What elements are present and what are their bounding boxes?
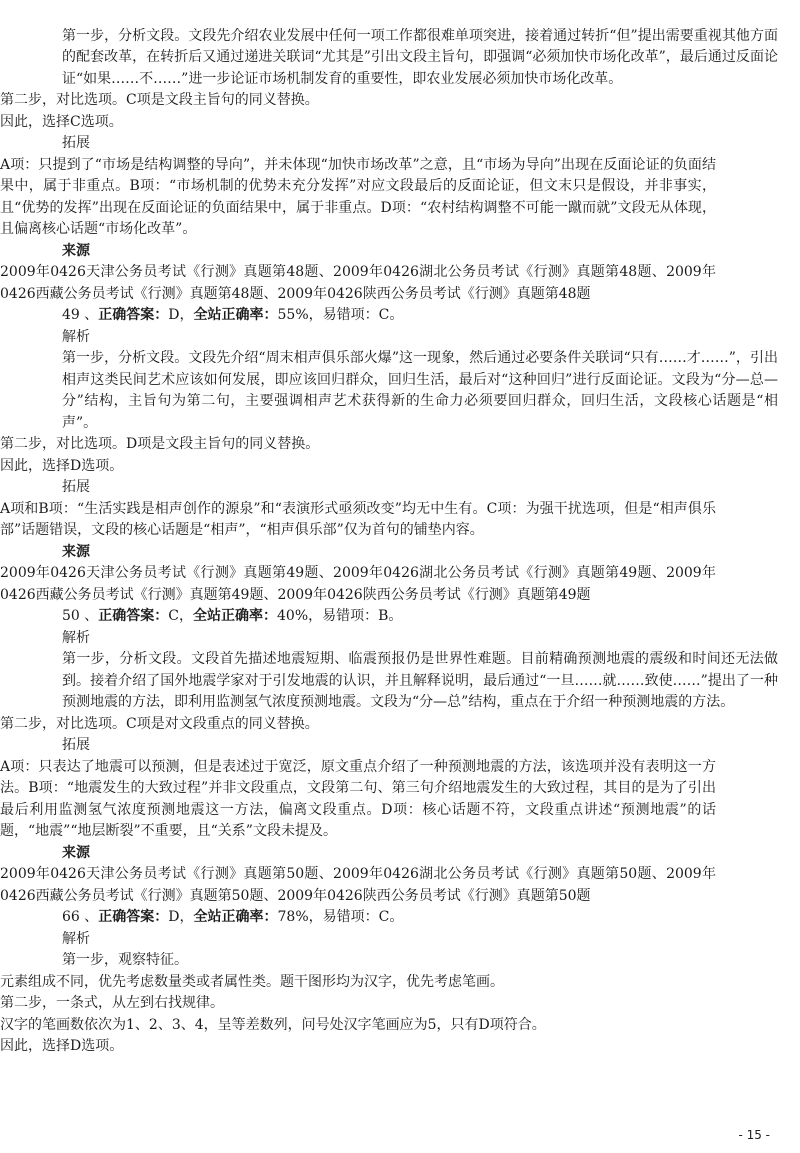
paragraph-analysis-50: 第一步，分析文段。文段首先描述地震短期、临震预报仍是世界性难题。目前精确预测地震的震级和时间还无法做到。接着介绍了国外地震学家对于引发地震的认识，并且解释说明，最后通过“一旦……就……致使……”提出了一种预测地震的方法，即利用监测氢气浓度预测地震。文段为“分—总”结构，重点在于介绍一种预测地震的方法。 (62, 651, 778, 710)
heading-source-50: 来源 (62, 844, 90, 861)
label-expand-50: 拓展 (62, 737, 90, 753)
paragraph-analysis-48 (62, 4, 778, 90)
rate-label: 全站正确率： (193, 909, 278, 925)
paragraph-step2-66: 第二步，一条式，从左到右找规律。 (0, 995, 224, 1011)
heading-source-49: 来源 (62, 543, 90, 560)
indent-text: 第一步，分析文段。文段先介绍农业发展中任何一项工作都很难单项突进，接着通过转折“但”提出需要重视其他方面的配套改革，在转折后又通过递进关联词“尤其是”引出文段主旨句，即强调“必须加快市场化改革”，最后通过反面论证“如果……不……”进一步论证市场机制发育的重要性，即农业发展必须加快市场化改革。 (62, 27, 778, 87)
separator: 、 (84, 307, 99, 323)
wrong-option: ，易错项：C。 (308, 307, 404, 323)
answer-line-50 (62, 606, 778, 628)
paragraph-features-66: 元素组成不同，优先考虑数量类或者属性类。题干图形均为汉字，优先考虑笔画。 (0, 973, 504, 990)
label-analysis-50: 解析 (62, 629, 90, 646)
rate-value: 40% (277, 608, 309, 624)
paragraph-step2-48: 第二步，对比选项。C项是文段主旨句的同义替换。 (0, 92, 319, 108)
answer-line-49 (62, 305, 778, 327)
rate-value: 55% (277, 307, 309, 323)
label-analysis-49: 解析 (62, 328, 90, 345)
document-body (0, 4, 778, 1058)
label-step1-66: 第一步，观察特征。 (62, 952, 188, 968)
page-number: - 15 - (738, 1128, 770, 1142)
rate-value: 78% (277, 909, 309, 925)
paragraph-expand-50: A项：只表达了地震可以预测，但是表述过于宽泛，原文重点介绍了一种预测地震的方法，该选项并没有表明这一方法。B项：“地震发生的大致过程”并非文段重点，文段第二句、第三句介绍地震发生的大致过程，其目的是为了引出最后利用监测氢气浓度预测地震这一方法，偏离文段重点。D项：核心话题不符，文段重点讲述“预测地震”的话题，“地震”“地层断裂”不重要，且“关系”文段未提及。 (0, 758, 716, 839)
paragraph-analysis-49: 第一步，分析文段。文段先介绍“周末相声俱乐部火爆”这一现象，然后通过必要条件关联词“只有……才……”，引出相声这类民间艺术应该如何发展，即应该回归群众，回归生活，最后对“这种回归”进行反面论证。文段为“分—总—分”结构，主旨句为第二句，主要强调相声艺术获得新的生命力必须要回归群众，回归生活，文段核心话题是“相声”。 (62, 350, 778, 431)
heading-source-48: 来源 (62, 242, 90, 259)
paragraph-step2-49: 第二步，对比选项。D项是文段主旨句的同义替换。 (0, 436, 320, 452)
separator: 、 (84, 909, 99, 925)
paragraph-conclusion-49: 因此，选择D选项。 (0, 457, 124, 474)
answer-value: D (168, 307, 180, 323)
paragraph-step2-50: 第二步，对比选项。C项是对文段重点的同义替换。 (0, 715, 319, 732)
paragraph-conclusion-66: 因此，选择D选项。 (0, 1038, 124, 1054)
separator: 、 (84, 608, 99, 624)
paragraph-source-48 (0, 262, 716, 305)
answer-value: C (168, 608, 179, 624)
separator: ， (179, 608, 193, 624)
expand-text-48: A项：只提到了“市场是结构调整的导向”，并未体现“加快市场改革”之意，且“市场为导向”出现在反面论证的负面结果中，属于非重点。B项：“市场机制的优势未充分发挥”对应文段最后的反面论证，但文末只是假设，并非事实，且“优势的发挥”出现在反面论证的负面结果中，属于非重点。D项：“农村结构调整不可能一蹴而就”文段无从体现，且偏离核心话题“市场化改革”。 (0, 156, 716, 237)
label-expand-49: 拓展 (62, 479, 90, 495)
separator: ， (179, 909, 194, 925)
paragraph-expand-49: A项和B项：“生活实践是相声创作的源泉”和“表演形式亟须改变”均无中生有。C项：为强干扰选项，但是“相声俱乐部”话题错误，文段的核心话题是“相声”，“相声俱乐部”仅为首句的铺垫内容。 (0, 500, 716, 538)
label-analysis-66: 解析 (62, 930, 90, 947)
separator: ， (179, 307, 194, 323)
label-expand-48: 拓展 (62, 135, 90, 151)
source-text-48: 2009年0426天津公务员考试《行测》真题第48题、2009年0426湖北公务员考试《行测》真题第48题、2009年0426西藏公务员考试《行测》真题第48题、2009年0426陕西公务员考试《行测》真题第48题 (0, 264, 716, 302)
question-number: 50 (62, 608, 80, 624)
wrong-option: ，易错项：B。 (308, 608, 403, 624)
answer-label: 正确答案： (98, 307, 169, 323)
answer-value: D (168, 909, 180, 925)
rate-label: 全站正确率： (193, 307, 278, 323)
answer-line-66 (62, 907, 778, 929)
paragraph-conclusion-48: 因此，选择C选项。 (0, 113, 123, 130)
question-number: 49 (62, 307, 80, 323)
answer-label: 正确答案： (98, 909, 169, 925)
paragraph-source-49: 2009年0426天津公务员考试《行测》真题第49题、2009年0426湖北公务员考试《行测》真题第49题、2009年0426西藏公务员考试《行测》真题第49题、2009年0426陕西公务员考试《行测》真题第49题 (0, 565, 716, 603)
paragraph-source-50: 2009年0426天津公务员考试《行测》真题第50题、2009年0426湖北公务员考试《行测》真题第50题、2009年0426西藏公务员考试《行测》真题第50题、2009年0426陕西公务员考试《行测》真题第50题 (0, 866, 716, 904)
rate-label: 全站正确率： (193, 608, 277, 624)
answer-label: 正确答案： (98, 608, 169, 624)
wrong-option: ，易错项：C。 (308, 909, 404, 925)
paragraph-strokes-66: 汉字的笔画数依次为1、2、3、4，呈等差数列，问号处汉字笔画应为5，只有D项符合。 (0, 1016, 546, 1033)
question-number: 66 (62, 909, 80, 925)
paragraph-expand-48 (0, 155, 716, 241)
